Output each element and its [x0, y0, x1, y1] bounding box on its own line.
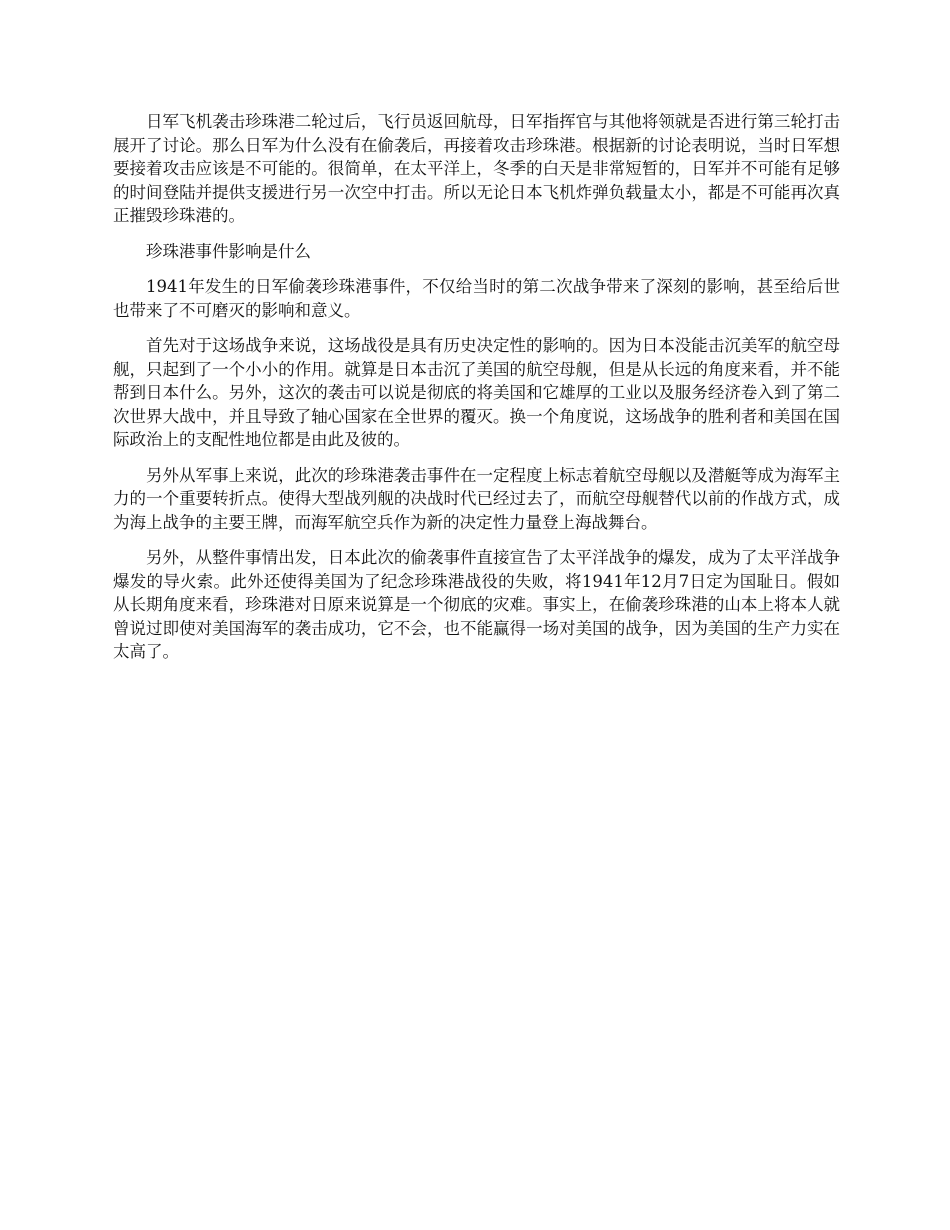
paragraph-pacific-war: 另外，从整件事情出发，日本此次的偷袭事件直接宣告了太平洋战争的爆发，成为了太平洋战争爆发的导火索。此外还使得美国为了纪念珍珠港战役的失败，将1941年12月7日定为国耻日。假如从长期角度来看，珍珠港对日原来说算是一个彻底的灾难。事实上，在偷袭珍珠港的山本上将本人就曾说过即使对美国海军的袭击成功，它不会，也不能赢得一场对美国的战争，因为美国的生产力实在太高了。 [113, 548, 840, 661]
document-body [113, 110, 840, 676]
paragraph-military-impact: 另外从军事上来说，此次的珍珠港袭击事件在一定程度上标志着航空母舰以及潜艇等成为海军主力的一个重要转折点。使得大型战列舰的决战时代已经过去了，而航空母舰替代以前的作战方式，成为海上战争的主要王牌，而海军航空兵作为新的决定性力量登上海战舞台。 [113, 465, 840, 532]
paragraph-intro-impact: 1941年发生的日军偷袭珍珠港事件，不仅给当时的第二次战争带来了深刻的影响，甚至给后世也带来了不可磨灭的影响和意义。 [113, 277, 840, 320]
section-heading-impact: 珍珠港事件影响是什么 [146, 241, 311, 261]
paragraph-war-impact: 首先对于这场战争来说，这场战役是具有历史决定性的影响的。因为日本没能击沉美军的航空母舰，只起到了一个小小的作用。就算是日本击沉了美国的航空母舰，但是从长远的角度来看，并不能帮到日本什么。另外，这次的袭击可以说是彻底的将美国和它雄厚的工业以及服务经济卷入到了第二次世界大战中，并且导致了轴心国家在全世界的覆灭。换一个角度说，这场战争的胜利者和美国在国际政治上的支配性地位都是由此及彼的。 [113, 336, 840, 449]
paragraph-third-strike: 日军飞机袭击珍珠港二轮过后，飞行员返回航母，日军指挥官与其他将领就是否进行第三轮打击展开了讨论。那么日军为什么没有在偷袭后，再接着攻击珍珠港。根据新的讨论表明说，当时日军想要接着攻击应该是不可能的。很简单，在太平洋上，冬季的白天是非常短暂的，日军并不可能有足够的时间登陆并提供支援进行另一次空中打击。所以无论日本飞机炸弹负载量太小，都是不可能再次真正摧毁珍珠港的。 [113, 112, 840, 225]
